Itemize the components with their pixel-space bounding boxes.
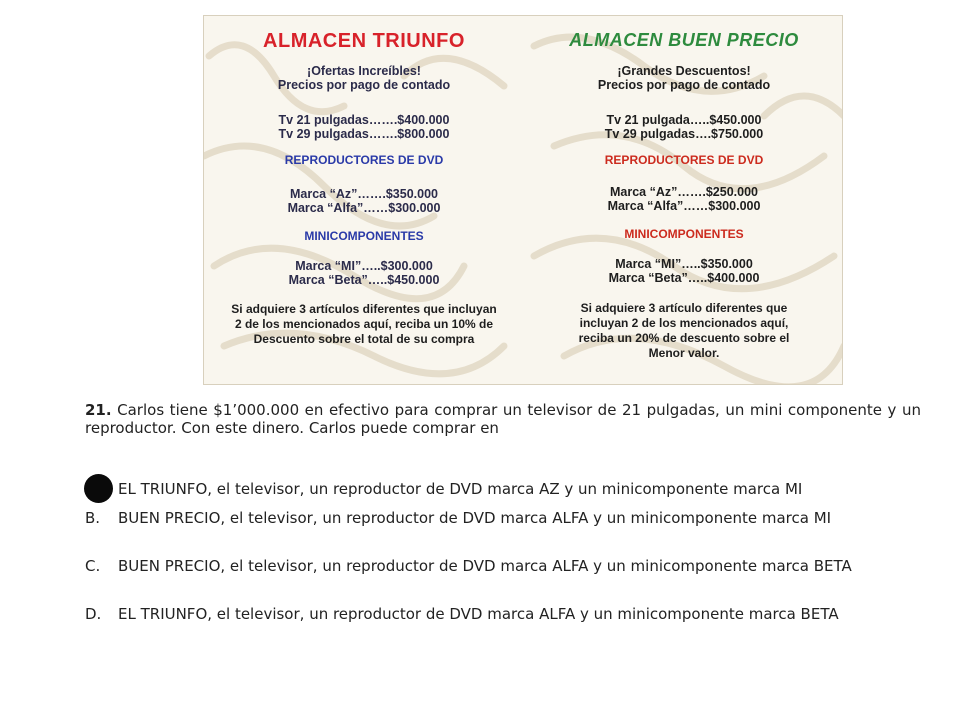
selected-answer-bubble-icon[interactable] <box>84 474 113 503</box>
option-d-letter: D. <box>85 605 102 623</box>
triunfo-dvd-az: Marca “Az”…….$350.000 <box>290 187 438 201</box>
buenprecio-mini-beta: Marca “Beta”…..$400.000 <box>608 271 760 285</box>
triunfo-tagline: ¡Ofertas Increíbles! <box>307 64 421 78</box>
question-text: Carlos tiene $1’000.000 en efectivo para comprar un televisor de 21 pulgadas, un mini componente y un reproductor. Con este dinero. Carlos puede comprar en <box>85 401 921 437</box>
buenprecio-promo-1: Si adquiere 3 artículo diferentes que <box>580 301 788 315</box>
buenprecio-tv21: Tv 21 pulgada…..$450.000 <box>606 113 762 127</box>
option-b[interactable] <box>85 509 921 527</box>
triunfo-store-name: ALMACEN TRIUNFO <box>263 30 465 52</box>
buenprecio-promo-3: reciba un 20% de descuento sobre el <box>578 331 790 345</box>
question-number: 21. <box>85 401 112 419</box>
triunfo-dvd-alfa: Marca “Alfa”……$300.000 <box>287 201 441 215</box>
buenprecio-tv29: Tv 29 pulgadas….$750.000 <box>604 127 764 141</box>
buenprecio-column <box>524 16 843 385</box>
triunfo-mini-header: MINICOMPONENTES <box>304 229 424 243</box>
option-b-letter: B. <box>85 509 101 527</box>
option-c-letter: C. <box>85 557 101 575</box>
buenprecio-dvd-header: REPRODUCTORES DE DVD <box>604 153 764 167</box>
triunfo-promo-2: 2 de los mencionados aquí, reciba un 10% de <box>234 317 494 331</box>
option-a[interactable] <box>85 480 921 498</box>
triunfo-mini-beta: Marca “Beta”…..$450.000 <box>288 273 440 287</box>
buenprecio-dvd-az: Marca “Az”…….$250.000 <box>610 185 758 199</box>
buenprecio-promo-2: incluyan 2 de los mencionados aquí, <box>579 316 789 330</box>
triunfo-mini-mi: Marca “MI”…..$300.000 <box>295 259 433 273</box>
buenprecio-store-name: ALMACEN BUEN PRECIO <box>569 30 799 50</box>
triunfo-promo-3: Descuento sobre el total de su compra <box>253 332 475 346</box>
option-d-text: EL TRIUNFO, el televisor, un reproductor de DVD marca ALFA y un minicomponente marca BETA <box>118 605 839 623</box>
buenprecio-promo-4: Menor valor. <box>648 346 720 360</box>
buenprecio-tagline: ¡Grandes Descuentos! <box>617 64 751 78</box>
option-c[interactable] <box>85 557 921 575</box>
buenprecio-mini-header: MINICOMPONENTES <box>624 227 744 241</box>
option-b-text: BUEN PRECIO, el televisor, un reproductor de DVD marca ALFA y un minicomponente marca MI <box>118 509 832 527</box>
buenprecio-dvd-alfa: Marca “Alfa”……$300.000 <box>607 199 761 213</box>
question-21 <box>85 401 921 437</box>
triunfo-tv29: Tv 29 pulgadas…….$800.000 <box>278 127 450 141</box>
triunfo-promo-1: Si adquiere 3 artículos diferentes que incluyan <box>231 302 497 316</box>
buenprecio-cash-note: Precios por pago de contado <box>597 78 771 92</box>
buenprecio-mini-mi: Marca “MI”…..$350.000 <box>615 257 753 271</box>
triunfo-dvd-header: REPRODUCTORES DE DVD <box>284 153 444 167</box>
triunfo-column <box>204 16 524 385</box>
option-d[interactable] <box>85 605 921 623</box>
triunfo-tv21: Tv 21 pulgadas…….$400.000 <box>278 113 450 127</box>
option-a-text: EL TRIUNFO, el televisor, un reproductor de DVD marca AZ y un minicomponente marca MI <box>118 480 803 498</box>
option-c-text: BUEN PRECIO, el televisor, un reproductor de DVD marca ALFA y un minicomponente marca BETA <box>118 557 852 575</box>
triunfo-cash-note: Precios por pago de contado <box>277 78 451 92</box>
store-advertisement <box>203 15 843 385</box>
